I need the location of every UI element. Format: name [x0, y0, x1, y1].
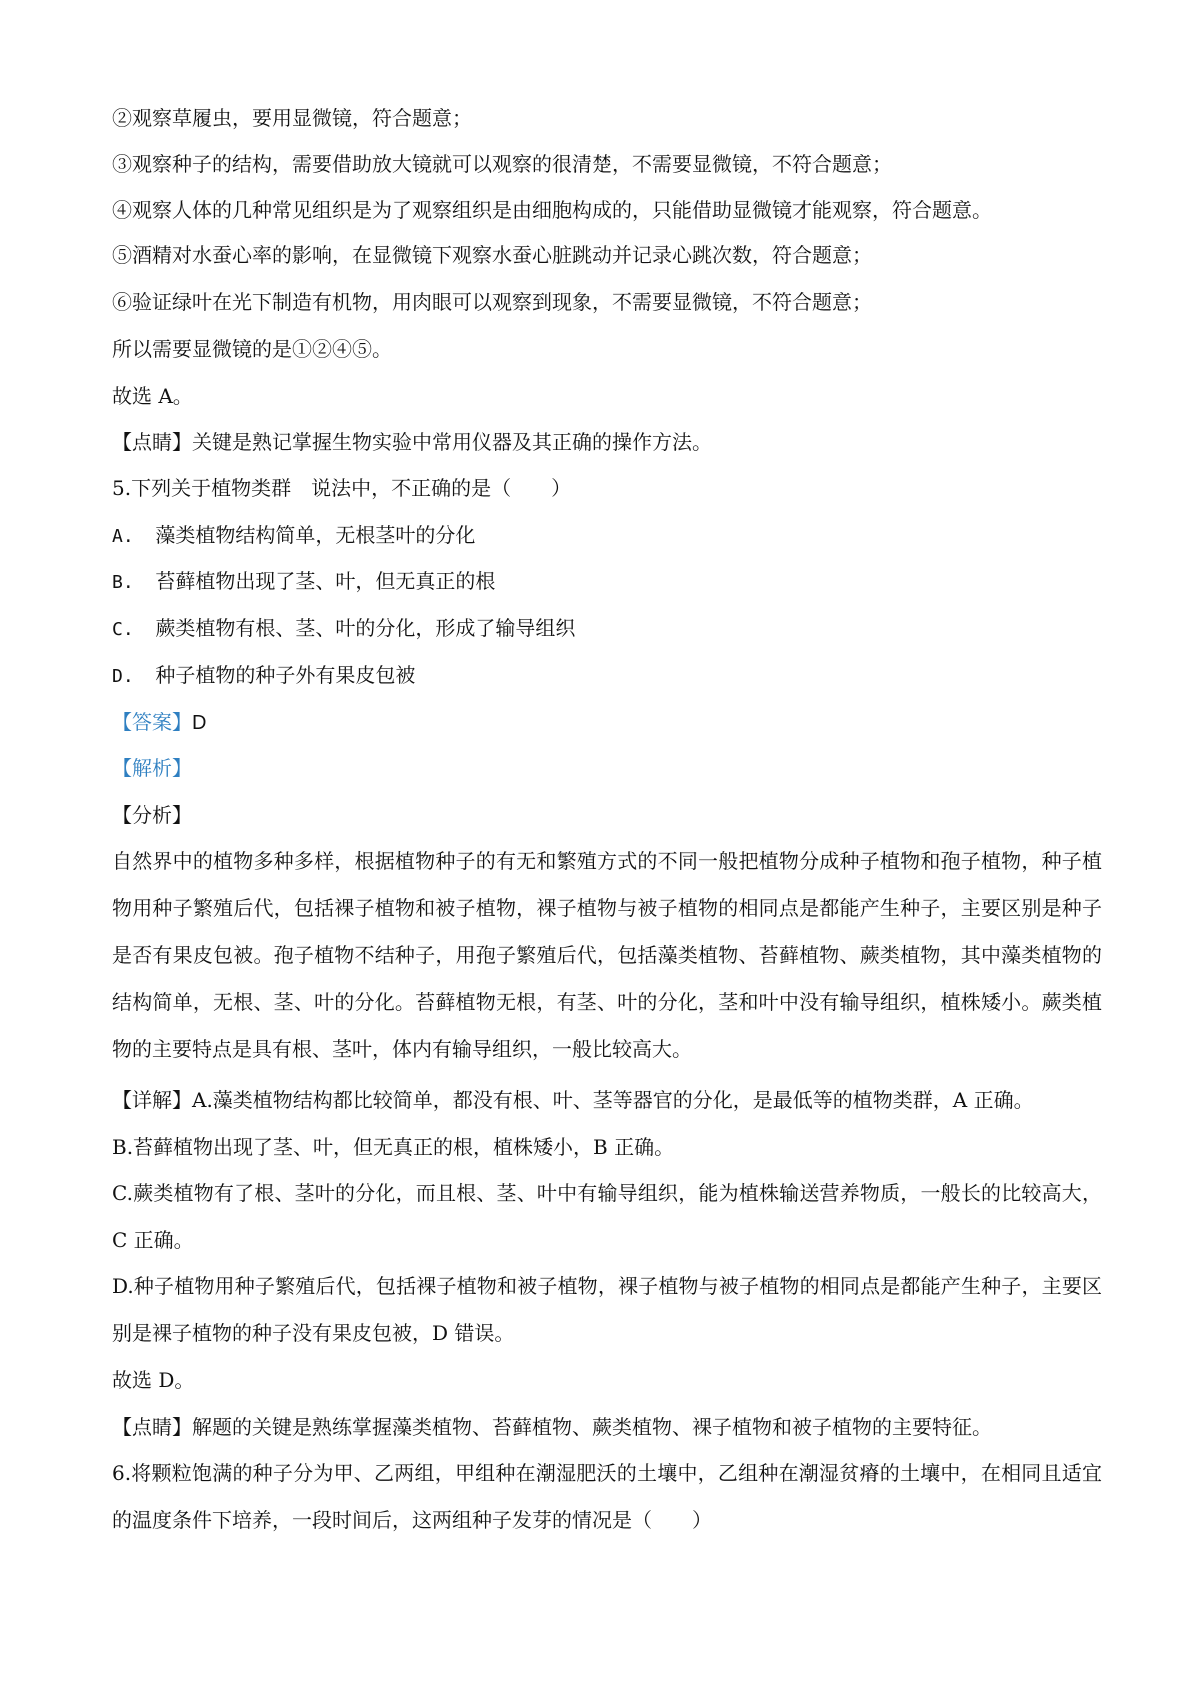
option-label: B.: [112, 572, 134, 593]
option-text: 藻类植物结构简单，无根茎叶的分化: [155, 523, 476, 547]
detail-a: 【详解】A.藻类植物结构都比较简单，都没有根、叶、茎等器官的分化，是最低等的植物类群，A 正确。: [112, 1088, 1034, 1112]
detail-b: B.苔藓植物出现了茎、叶，但无真正的根，植株矮小，B 正确。: [112, 1135, 675, 1159]
option-label: A.: [112, 526, 134, 547]
option-label: D.: [112, 666, 134, 687]
choose-line: 故选 D。: [112, 1368, 195, 1392]
question-5-stem: 5.下列关于植物类群 说法中，不正确的是（ ）: [112, 476, 572, 500]
detail-d: D.种子植物用种子繁殖后代，包括裸子植物和被子植物，裸子植物与被子植物的相同点是都能产生种子，主要区别是裸子植物的种子没有果皮包被，D 错误。: [112, 1274, 1102, 1345]
text-line: ④观察人体的几种常见组织是为了观察组织是由细胞构成的，只能借助显微镜才能观察，符合题意。: [112, 198, 992, 222]
text-line: 故选 A。: [112, 384, 193, 408]
text-line: ③观察种子的结构，需要借助放大镜就可以观察的很清楚，不需要显微镜，不符合题意；: [112, 152, 892, 176]
option-label: C.: [112, 619, 134, 640]
detail-c: C.蕨类植物有了根、茎叶的分化，而且根、茎、叶中有输导组织，能为植株输送营养物质，一般长的比较高大，C 正确。: [112, 1181, 1102, 1252]
answer-value: D: [192, 712, 207, 734]
question-6-stem: 6.将颗粒饱满的种子分为甲、乙两组，甲组种在潮湿肥沃的土壤中，乙组种在潮湿贫瘠的土壤中，在相同且适宜的温度条件下培养，一段时间后，这两组种子发芽的情况是（ ）: [112, 1461, 1102, 1532]
analysis-tag: 【解析】: [112, 756, 192, 780]
text-line: ⑤酒精对水蚕心率的影响，在显微镜下观察水蚕心脏跳动并记录心跳次数，符合题意；: [112, 243, 872, 267]
tip-line: 【点睛】关键是熟记掌握生物实验中常用仪器及其正确的操作方法。: [112, 430, 712, 454]
option-d: [112, 661, 1102, 691]
text-line: 所以需要显微镜的是①②④⑤。: [112, 337, 392, 361]
option-a: [112, 521, 1102, 551]
text-line: ②观察草履虫，要用显微镜，符合题意；: [112, 106, 472, 130]
answer-line: [112, 708, 1102, 737]
tip-line: 【点睛】解题的关键是熟练掌握藻类植物、苔藓植物、蕨类植物、裸子植物和被子植物的主要特征。: [112, 1415, 992, 1439]
option-text: 苔藓植物出现了茎、叶，但无真正的根: [155, 569, 496, 593]
fenxi-tag: 【分析】: [112, 803, 192, 827]
option-c: [112, 614, 1102, 644]
option-b: [112, 567, 1102, 597]
answer-tag: 【答案】: [112, 710, 192, 734]
option-text: 种子植物的种子外有果皮包被: [155, 663, 416, 687]
text-line: ⑥验证绿叶在光下制造有机物，用肉眼可以观察到现象，不需要显微镜，不符合题意；: [112, 290, 872, 314]
option-text: 蕨类植物有根、茎、叶的分化，形成了输导组织: [155, 616, 576, 640]
fenxi-paragraph: 自然界中的植物多种多样，根据植物种子的有无和繁殖方式的不同一般把植物分成种子植物和孢子植物，种子植物用种子繁殖后代，包括裸子植物和被子植物，裸子植物与被子植物的相同点是都能产生种子，主要区别是种子是否有果皮包被。孢子植物不结种子，用孢子繁殖后代，包括藻类植物、苔藓植物、蕨类植物，其中藻类植物的结构简单，无根、茎、叶的分化。苔藓植物无根，有茎、叶的分化，茎和叶中没有输导组织，植株矮小。蕨类植物的主要特点是具有根、茎叶，体内有输导组织，一般比较高大。: [112, 849, 1102, 1061]
